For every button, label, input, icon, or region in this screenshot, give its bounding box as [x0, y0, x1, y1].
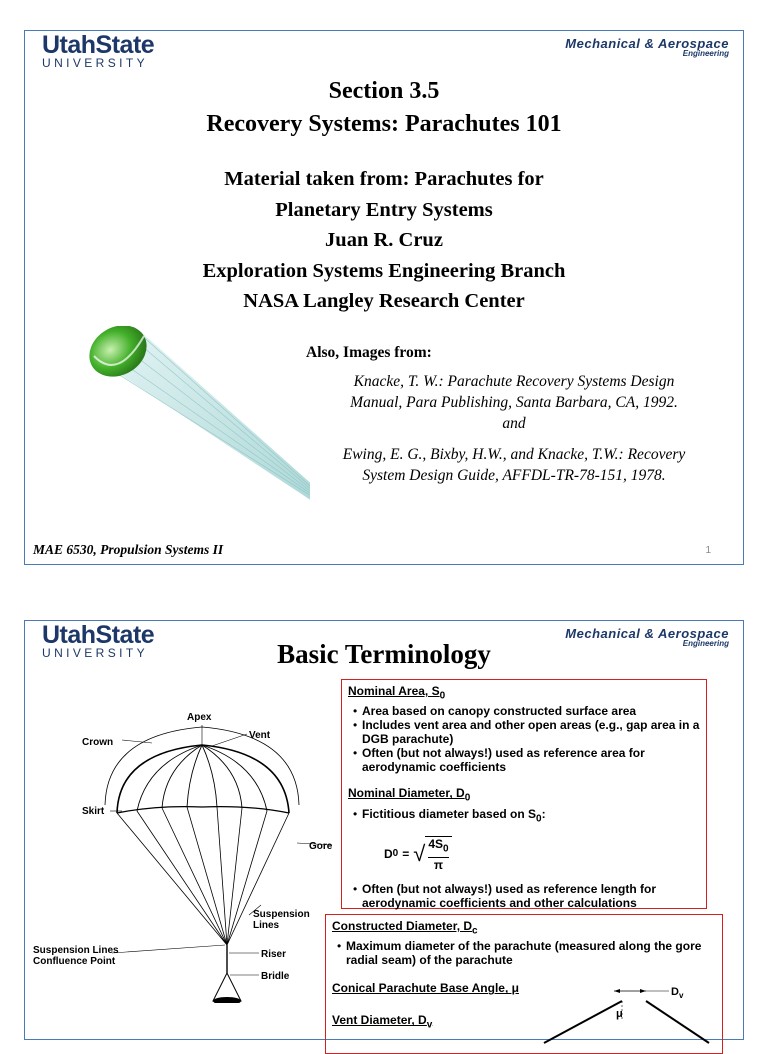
slide-1: [24, 30, 744, 565]
mu-label: μ: [616, 1008, 623, 1020]
slide-title: Basic Terminology: [277, 639, 491, 669]
logo-university: UNIVERSITY: [42, 56, 149, 70]
slide-2: [24, 620, 744, 1040]
list-item: • Fictitious diameter based on $S_0$:: [362, 807, 700, 826]
label-confluence-2: Confluence Point: [33, 956, 116, 967]
reference-line: Manual, Para Publishing, Santa Barbara, CA, 1992.: [350, 394, 678, 411]
logo-university: UNIVERSITY: [42, 646, 149, 660]
label-bridle: Bridle: [261, 971, 290, 982]
nominal-area-list: [348, 704, 700, 774]
nominal-area-heading: Nominal Area, $S_0$: [348, 684, 446, 702]
nominal-diameter-list: [348, 807, 700, 826]
reference-line: Ewing, E. G., Bixby, H.W., and Knacke, T.W.: Recovery: [342, 446, 686, 463]
dept-line-1: Mechanical & Aerospace: [565, 36, 729, 51]
dept-line-2: Engineering: [682, 639, 729, 648]
label-vent: Vent: [249, 730, 271, 741]
label-gore: Gore: [309, 841, 333, 852]
label-riser: Riser: [261, 949, 287, 960]
section-title: Section 3.5: [328, 78, 440, 104]
dept-line-1: Mechanical & Aerospace: [565, 626, 729, 641]
parachute-terminology-diagram: [27, 683, 347, 1003]
list-item: • Often (but not always!) used as reference area for aerodynamic coefficients: [362, 746, 700, 774]
material-line: NASA Langley Research Center: [243, 290, 525, 312]
reference-ewing: [305, 444, 723, 486]
constructed-diameter-list: [332, 939, 716, 967]
course-footer: MAE 6530, Propulsion Systems II: [33, 542, 224, 557]
material-credit: [25, 164, 743, 317]
reference-line: System Design Guide, AFFDL-TR-78-151, 1978.: [362, 467, 666, 484]
list-item: • Maximum diameter of the parachute (measured along the gore radial seam) of the parachute: [346, 939, 716, 967]
label-suspension-lines: Suspension: [253, 909, 310, 920]
label-crown: Crown: [82, 737, 114, 748]
also-images-label: Also, Images from:: [306, 344, 432, 361]
reference-line: Knacke, T. W.: Parachute Recovery Systems Design: [353, 373, 675, 390]
list-item: • Includes vent area and other open areas (e.g., gap area in a DGB parachute): [362, 718, 700, 746]
nominal-diameter-list-2: [348, 882, 700, 910]
conical-angle-heading: Conical Parachute Base Angle, μ: [332, 981, 519, 996]
logo-name: UtahState: [42, 31, 155, 59]
dept-logo: [565, 37, 729, 58]
list-item: • Often (but not always!) used as reference length for aerodynamic coefficients and other calculations: [362, 882, 700, 910]
constructed-definitions-box: [325, 914, 723, 1054]
section-subtitle: Recovery Systems: Parachutes 101: [206, 111, 562, 137]
material-line: Exploration Systems Engineering Branch: [202, 259, 566, 282]
logo-name: UtahState: [42, 621, 155, 649]
label-confluence: Suspension Lines: [33, 945, 119, 956]
material-line: Juan R. Cruz: [325, 229, 443, 251]
dept-line-2: Engineering: [682, 49, 729, 58]
vent-diameter-heading: Vent Diameter, $D_v$: [332, 1013, 433, 1031]
parachute-illustration: [80, 326, 310, 511]
nominal-diameter-heading: Nominal Diameter, $D_0$: [348, 786, 471, 804]
nominal-diameter-formula: D 0 = √ $4S_0$ π: [384, 836, 700, 871]
label-suspension-lines-2: Lines: [253, 920, 280, 931]
nominal-definitions-box: [341, 679, 707, 909]
material-line: Planetary Entry Systems: [275, 198, 493, 221]
conical-angle-diagram: [534, 983, 714, 1053]
page-number: 1: [705, 545, 711, 556]
reference-knacke: [305, 371, 723, 434]
constructed-diameter-heading: Constructed Diameter, $D_c$: [332, 919, 478, 937]
usu-logo: [42, 33, 154, 69]
reference-line: and: [502, 415, 526, 432]
label-skirt: Skirt: [82, 806, 105, 817]
label-apex: Apex: [187, 712, 212, 723]
material-line: Material taken from: Parachutes for: [224, 168, 544, 190]
list-item: • Area based on canopy constructed surface area: [362, 704, 700, 718]
dv-label: $D_v$: [671, 986, 684, 1000]
